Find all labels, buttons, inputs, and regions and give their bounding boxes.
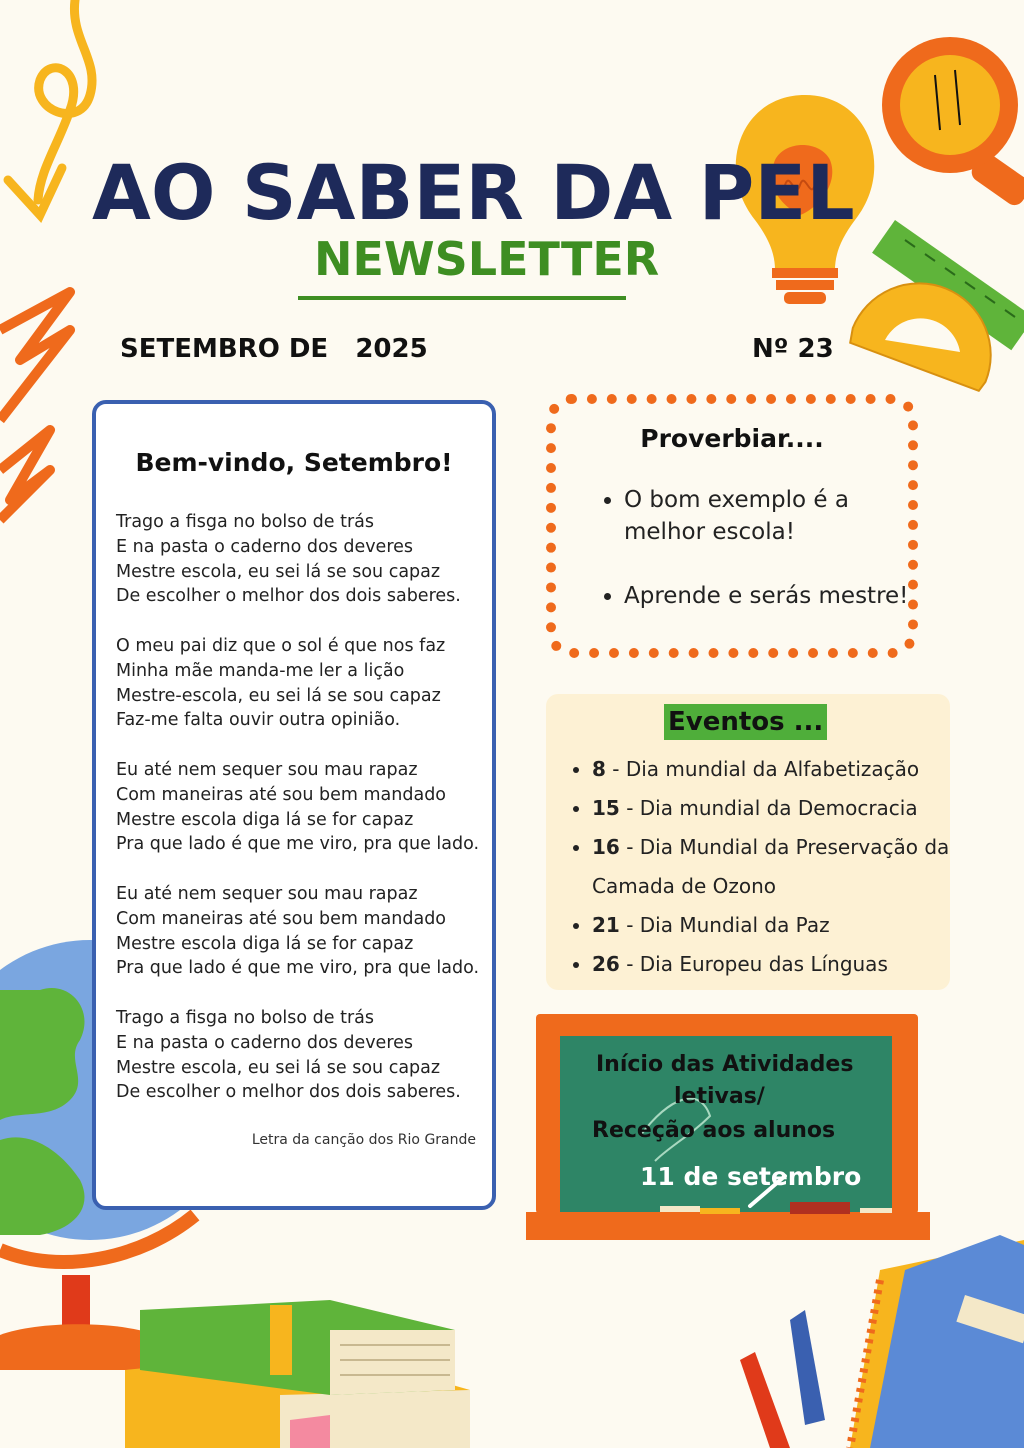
poem-line: Com maneiras até sou bem mandado [116, 784, 447, 805]
poem-stanza [116, 510, 498, 609]
crayons-icon [740, 1310, 825, 1448]
poem-credit: Letra da canção dos Rio Grande [251, 1132, 476, 1148]
notebooks-icon [850, 1235, 1024, 1448]
board-line-1: Início das Atividades [596, 1052, 854, 1077]
chalkboard [560, 1036, 892, 1212]
poem-line: Eu até nem sequer sou mau rapaz [116, 883, 418, 904]
newsletter-title: AO SABER DA PEL [92, 148, 855, 237]
events-title: Eventos ... [664, 704, 827, 740]
issue-number: Nº 23 [752, 334, 834, 364]
poem-stanza [116, 882, 498, 981]
poem-stanza [116, 758, 498, 857]
poem-line: Eu até nem sequer sou mau rapaz [116, 759, 418, 780]
poem-line: Mestre escola, eu sei lá se sou capaz [116, 561, 441, 582]
event-day: 8 [592, 757, 606, 781]
event-day: 26 [592, 952, 620, 976]
poem-line: Mestre escola diga lá se for capaz [116, 809, 414, 830]
events-list [570, 750, 962, 984]
newsletter-subtitle: NEWSLETTER [314, 232, 660, 286]
event-item [592, 828, 962, 906]
proverb-item: • O bom exemplo é a melhor escola! [624, 484, 924, 548]
poem-line: De escolher o melhor dos dois saberes. [116, 586, 461, 607]
event-item [592, 750, 962, 789]
poem-title: Bem-vindo, Setembro! [135, 448, 453, 477]
poem-line: E na pasta o caderno dos deveres [116, 1032, 414, 1053]
proverbs-box [546, 394, 918, 658]
event-day: 21 [592, 913, 620, 937]
board-date: 11 de setembro [640, 1162, 862, 1191]
events-box [546, 694, 950, 990]
books-icon [125, 1300, 470, 1448]
poem-line: Mestre-escola, eu sei lá se sou capaz [116, 685, 441, 706]
orange-zigzag-icon [0, 292, 70, 520]
poem-line: Mestre escola, eu sei lá se sou capaz [116, 1057, 441, 1078]
poem-stanza [116, 634, 498, 733]
poem-box [92, 400, 496, 1210]
poem-line: E na pasta o caderno dos deveres [116, 536, 414, 557]
event-item [592, 945, 962, 984]
event-text: - Dia mundial da Democracia [619, 796, 918, 820]
board-line-2: letivas/ [674, 1084, 765, 1109]
event-text: - Dia Mundial da Paz [619, 913, 830, 937]
event-item [592, 789, 962, 828]
proverb-item: • Aprende e serás mestre! [624, 580, 924, 612]
poem-line: Trago a fisga no bolso de trás [116, 512, 374, 532]
proverbs-list [598, 484, 924, 644]
poem-stanza [116, 1006, 498, 1105]
proverbs-title: Proverbiar.... [640, 424, 824, 453]
poem-line: O meu pai diz que o sol é que nos faz [116, 635, 446, 656]
swirl-arrow-icon [8, 0, 92, 215]
issue-date: SETEMBRO DE 2025 [120, 334, 428, 364]
event-day: 15 [592, 796, 620, 820]
poem-line: Faz-me falta ouvir outra opinião. [116, 710, 401, 731]
event-text: - Dia mundial da Alfabetização [605, 757, 920, 781]
subtitle-underline [298, 296, 626, 300]
event-text: - Dia Mundial da Preservação da Camada de Ozono [592, 835, 950, 898]
event-text: - Dia Europeu das Línguas [619, 952, 888, 976]
event-day: 16 [592, 835, 620, 859]
poem-line: Pra que lado é que me viro, pra que lado. [116, 834, 480, 855]
poem-line: Com maneiras até sou bem mandado [116, 908, 447, 929]
poem-line: Minha mãe manda-me ler a lição [116, 660, 405, 681]
poem-line: Trago a fisga no bolso de trás [116, 1007, 374, 1028]
poem-line: De escolher o melhor dos dois saberes. [116, 1082, 461, 1103]
poem-line: Pra que lado é que me viro, pra que lado. [116, 958, 480, 979]
poem-line: Mestre escola diga lá se for capaz [116, 933, 414, 954]
magnifier-icon [882, 37, 1024, 209]
chalk-pieces-icon [640, 1200, 900, 1220]
board-line-3: Receção aos alunos [592, 1118, 836, 1143]
event-item [592, 906, 962, 945]
poem-body [116, 510, 498, 1130]
